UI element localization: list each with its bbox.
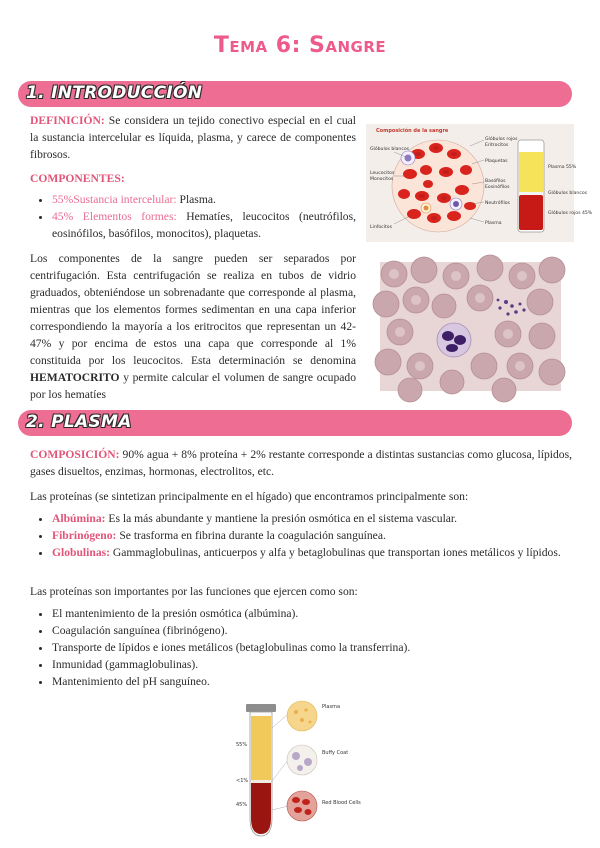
list-item: • Mantenimiento del pH sanguíneo. — [52, 673, 572, 690]
protein-text: Es la más abundante y mantiene la presión osmótica en el sistema vascular. — [105, 512, 458, 525]
blood-composition-figure — [366, 124, 593, 242]
figure-label: Leucocitos — [370, 171, 395, 176]
figure-title: Composición de la sangre — [376, 128, 449, 134]
protein-text: Gammaglobulinas, anticuerpos y alfa y betaglobulinas que transportan iones metálicos y lípidos. — [110, 546, 561, 559]
functions-list — [30, 605, 572, 690]
blood-composition-illustration — [366, 124, 593, 242]
figure-label: Glóbulos rojos — [485, 137, 518, 142]
definition-text: Se considera un tejido conectivo especial en el cual la sustancia intercelular es líquida, plasma, y carece de componentes fibrosos. — [30, 114, 356, 161]
section-heading: 2. PLASMA — [26, 412, 132, 432]
centrifuged-tube-illustration — [232, 698, 372, 842]
list-item — [52, 191, 356, 208]
component-label: 45% Elementos formes: — [52, 210, 177, 223]
paragraph-text: Los componentes de la sangre pueden ser separados por centrifugación. Esta centrifugación se realiza en tubos de vidrio graduados, obteniéndose un sobrenadante que corresponde al plasma, mientras que los elementos formes sedimentan en una capa inferior correspondiendo la mayoría a los eritrocitos que representan un 42-47% y por encima de estos una capa que corresponde al 1% constituida por los leucocitos. Esta determinación se denomina — [30, 252, 356, 367]
components-block — [30, 170, 356, 242]
pct-bottom-label: 45% — [236, 802, 248, 808]
components-list — [30, 191, 356, 242]
paragraph-text: y permite calcular el volumen de sangre ocupado por los hematíes — [30, 371, 356, 401]
pct-top-label: 55% — [236, 742, 248, 748]
section-banner-introduccion — [18, 81, 572, 107]
composition-text: 90% agua + 8% proteína + 2% restante corresponde a distintas sustancias como glucosa, lípidos, gases disueltos, enzimas, hormonas, electrolitos, etc. — [30, 448, 572, 478]
section-heading: 1. INTRODUCCIÓN — [26, 83, 203, 103]
tube-label: Buffy Coat — [322, 750, 349, 756]
functions-intro: Las proteínas son importantes por las funciones que ejercen como son: — [30, 585, 358, 598]
list-item: • El mantenimiento de la presión osmótica (albúmina). — [52, 605, 572, 622]
component-text: Hematíes, leucocitos (neutrófilos, eosinófilos, basófilos, monocitos), plaquetas. — [52, 210, 357, 240]
figure-label: Basófilos — [485, 179, 506, 184]
definition-paragraph — [30, 112, 356, 163]
figure-label: Monocitos — [370, 177, 394, 182]
proteins-intro: Las proteínas (se sintetizan principalmente en el hígado) que encontramos principalmente son: — [30, 490, 469, 503]
figure-label: Eritrocitos — [485, 143, 509, 148]
centrifuged-tube-figure — [232, 698, 372, 842]
figure-label: Plasma — [485, 221, 502, 226]
protein-label: Fibrinógeno: — [52, 529, 117, 542]
components-label: COMPONENTES: — [30, 172, 125, 185]
list-item — [52, 208, 356, 242]
blood-smear-micrograph — [380, 262, 561, 391]
composition-paragraph — [30, 446, 572, 480]
page-title: Tema 6: Sangre — [213, 33, 387, 58]
definition-label: DEFINICIÓN: — [30, 114, 105, 127]
figure-label: Glóbulos blancos — [370, 147, 410, 152]
section-banner-plasma — [18, 410, 572, 436]
protein-text: Se trasforma en fibrina durante la coagulación sanguínea. — [116, 529, 386, 542]
component-text: Plasma. — [176, 193, 216, 206]
protein-label: Albúmina: — [52, 512, 106, 525]
protein-label: Globulinas: — [52, 546, 110, 559]
composition-label: COMPOSICIÓN: — [30, 448, 120, 461]
proteins-list — [30, 510, 572, 561]
figure-label: Neutrófilos — [485, 201, 510, 206]
figure-label: Glóbulos rojos 45% — [548, 211, 593, 216]
figure-label: Plaquetas — [485, 159, 508, 164]
blood-smear-image — [380, 262, 561, 391]
centrifugation-paragraph — [30, 250, 356, 403]
list-item — [52, 544, 572, 561]
list-item: • Transporte de lípidos e iones metálicos (betaglobulinas como la transferrina). — [52, 639, 572, 656]
figure-label: Glóbulos blancos — [548, 191, 588, 196]
figure-label: Eosinófilos — [485, 185, 510, 190]
hematocrito-term: HEMATOCRITO — [30, 371, 120, 384]
figure-label: Linfocitos — [370, 225, 392, 230]
figure-label: Plasma 55% — [548, 165, 577, 170]
list-item — [52, 510, 572, 527]
tube-label: Plasma — [322, 704, 341, 710]
pct-mid-label: <1% — [236, 778, 249, 784]
component-label: 55%Sustancia intercelular: — [52, 193, 177, 206]
proteins-block — [30, 510, 572, 561]
list-item — [52, 527, 572, 544]
tube-label: Red Blood Cells — [322, 800, 361, 806]
list-item: • Coagulación sanguínea (fibrinógeno). — [52, 622, 572, 639]
list-item: • Inmunidad (gammaglobulinas). — [52, 656, 572, 673]
functions-block — [30, 605, 572, 690]
